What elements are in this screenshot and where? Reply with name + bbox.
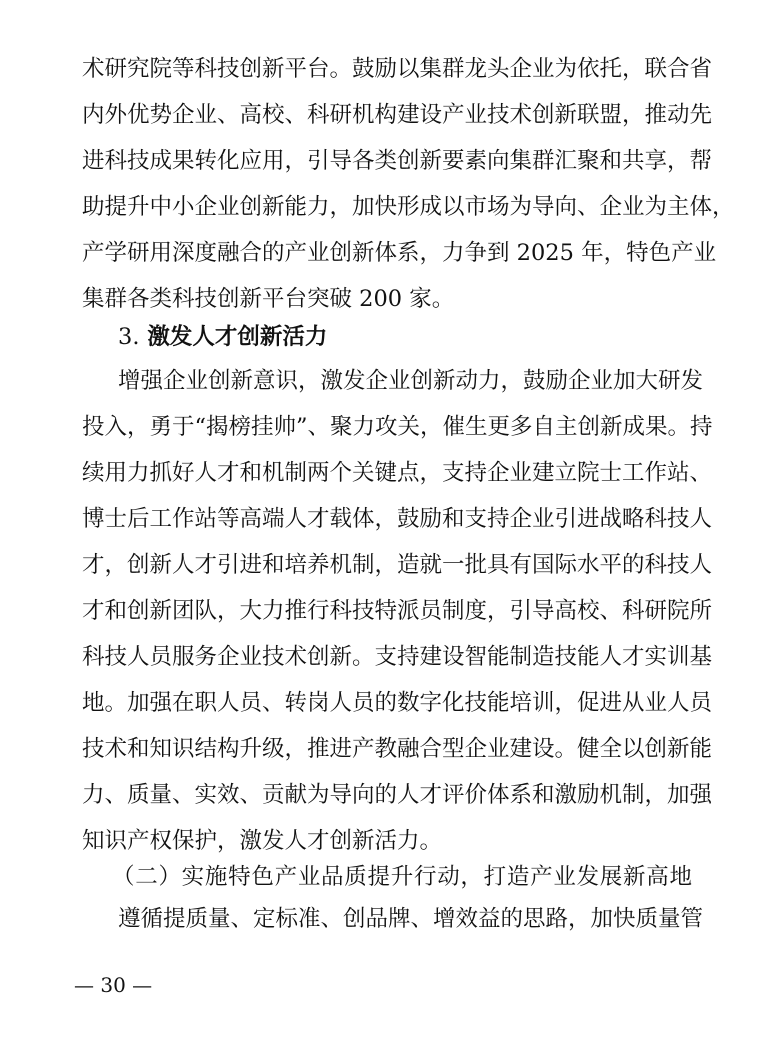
paragraph-line: 力、质量、实效、贡献为导向的人才评价体系和激励机制，加强 — [82, 782, 713, 808]
paragraph-line: 才和创新团队，大力推行科技特派员制度，引导高校、科研院所 — [82, 598, 713, 624]
paragraph-line: 增强企业创新意识，激发企业创新动力，鼓励企业加大研发 — [118, 368, 704, 394]
paragraph-line: 才，创新人才引进和培养机制，造就一批具有国际水平的科技人 — [82, 552, 713, 578]
paragraph-line: 知识产权保护，激发人才创新活力。 — [82, 828, 443, 854]
section-title: 激发人才创新活力 — [147, 324, 328, 350]
section-number: 3. — [118, 324, 140, 350]
paragraph-line: 续用力抓好人才和机制两个关键点，支持企业建立院士工作站、 — [82, 460, 713, 486]
section-heading-3 — [118, 322, 327, 352]
page-number: — 30 — — [74, 973, 153, 997]
section-heading-2: （二）实施特色产业品质提升行动，打造产业发展新高地 — [112, 864, 692, 890]
paragraph-line: 遵循提质量、定标准、创品牌、增效益的思路，加快质量管 — [118, 906, 704, 932]
paragraph-line: 助提升中小企业创新能力，加快形成以市场为导向、企业为主体， — [82, 194, 735, 220]
paragraph-line: 术研究院等科技创新平台。鼓励以集群龙头企业为依托，联合省 — [82, 56, 713, 82]
paragraph-line: 内外优势企业、高校、科研机构建设产业技术创新联盟，推动先 — [82, 102, 713, 128]
paragraph-line: 投入，勇于“揭榜挂帅”、聚力攻关，催生更多自主创新成果。持 — [82, 414, 713, 440]
paragraph-line: 产学研用深度融合的产业创新体系，力争到 2025 年，特色产业 — [82, 240, 717, 266]
paragraph-line: 进科技成果转化应用，引导各类创新要素向集群汇聚和共享，帮 — [82, 148, 713, 174]
paragraph-line: 技术和知识结构升级，推进产教融合型企业建设。健全以创新能 — [82, 736, 713, 762]
paragraph-line: 地。加强在职人员、转岗人员的数字化技能培训，促进从业人员 — [82, 690, 713, 716]
paragraph-line: 集群各类科技创新平台突破 200 家。 — [82, 286, 455, 312]
paragraph-line: 博士后工作站等高端人才载体，鼓励和支持企业引进战略科技人 — [82, 506, 713, 532]
paragraph-line: 科技人员服务企业技术创新。支持建设智能制造技能人才实训基 — [82, 644, 713, 670]
